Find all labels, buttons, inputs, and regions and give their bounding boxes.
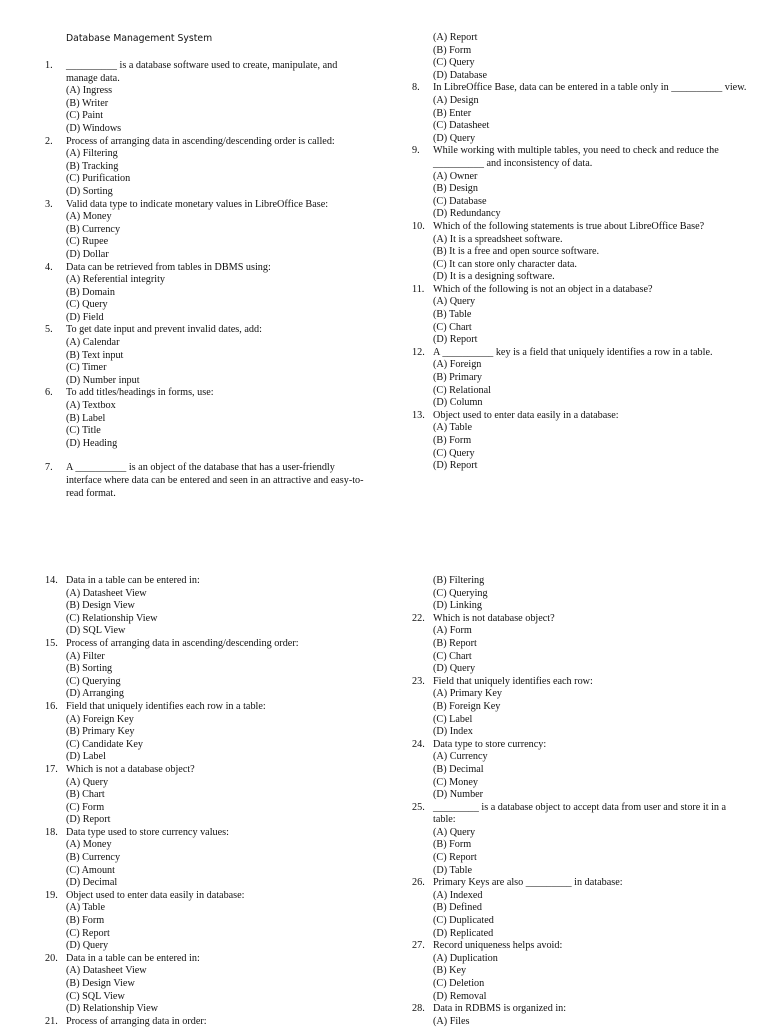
question-number: 10. xyxy=(412,220,425,232)
answer-option: (D) SQL View xyxy=(66,625,126,637)
answer-option: (D) Label xyxy=(66,751,106,763)
answer-option: (A) Money xyxy=(66,839,112,851)
column-top-left xyxy=(45,60,365,500)
answer-option: (C) Form xyxy=(66,801,105,813)
question-text: A __________ is an object of the database that has a user-friendly interface where data can be entered and seen in an attractive and easy-to-read format. xyxy=(66,462,364,499)
question-text: Which of the following is not an object in a database? xyxy=(433,283,653,295)
answer-option: (B) It is a free and open source software. xyxy=(433,246,600,258)
answer-option: (D) Index xyxy=(433,726,473,738)
answer-option: (C) Query xyxy=(433,447,475,459)
answer-option: (D) Replicated xyxy=(433,927,494,939)
question-number: 28. xyxy=(412,1003,425,1015)
question-text: Valid data type to indicate monetary values in LibreOffice Base: xyxy=(66,198,329,210)
answer-option: (C) Paint xyxy=(66,110,104,122)
question-text: Data type used to store currency values: xyxy=(66,826,229,838)
answer-option: (C) Query xyxy=(433,57,475,69)
question-row xyxy=(45,890,365,903)
answer-option: (A) Filter xyxy=(66,650,105,662)
answer-option: (D) Number xyxy=(433,789,484,801)
question-number: 16. xyxy=(45,700,58,712)
question-row xyxy=(412,145,747,170)
answer-option: (B) Design View xyxy=(66,600,135,612)
answer-option: (D) Report xyxy=(66,814,111,826)
answer-option: (D) Linking xyxy=(433,600,482,612)
answer-option: (C) Deletion xyxy=(433,978,485,989)
answer-option: (A) Textbox xyxy=(66,400,116,412)
question-row xyxy=(412,221,747,234)
column-top-right xyxy=(412,32,747,473)
answer-option: (B) Table xyxy=(433,309,472,321)
question-text: Which is not database object? xyxy=(433,612,555,624)
question-number: 14. xyxy=(45,575,58,586)
question-number: 20. xyxy=(45,952,58,964)
answer-option: (A) Files xyxy=(433,1015,470,1027)
question-number: 2. xyxy=(45,135,53,147)
question-text: Data can be retrieved from tables in DBMS using: xyxy=(66,261,271,273)
question-row xyxy=(45,1016,365,1028)
answer-option: (C) Chart xyxy=(433,650,472,662)
answer-option: (A) Form xyxy=(433,625,472,637)
answer-option: (C) Querying xyxy=(66,675,121,687)
answer-option: (C) Timer xyxy=(66,362,107,374)
question-number: 4. xyxy=(45,261,53,273)
answer-option: (B) Text input xyxy=(66,349,124,361)
answer-option: (C) Title xyxy=(66,425,101,437)
answer-option: (A) Foreign xyxy=(433,359,482,371)
answer-option: (C) Datasheet xyxy=(433,120,490,132)
answer-option: (D) Relationship View xyxy=(66,1003,159,1015)
question-text: Process of arranging data in order: xyxy=(66,1015,207,1027)
question-row xyxy=(45,387,365,400)
question-number: 6. xyxy=(45,387,53,399)
answer-option: (C) Duplicated xyxy=(433,915,494,927)
question-text: Data type to store currency: xyxy=(433,738,547,750)
answer-option: (D) Query xyxy=(66,940,109,952)
answer-option: (A) Foreign Key xyxy=(66,713,134,725)
answer-option: (A) It is a spreadsheet software. xyxy=(433,233,563,245)
question-number: 7. xyxy=(45,462,53,474)
answer-option: (B) Form xyxy=(433,839,472,851)
question-row xyxy=(45,953,365,966)
answer-option: (C) Report xyxy=(66,927,110,939)
answer-option: (D) Redundancy xyxy=(433,208,501,220)
spacer xyxy=(45,450,365,462)
question-row xyxy=(45,827,365,840)
answer-option: (C) Report xyxy=(433,852,477,864)
answer-option: (C) It can store only character data. xyxy=(433,258,577,270)
question-text: Record uniqueness helps avoid: xyxy=(433,940,563,952)
question-number: 19. xyxy=(45,889,58,901)
answer-option: (C) Candidate Key xyxy=(66,738,143,750)
question-row xyxy=(412,284,747,297)
question-number: 23. xyxy=(412,675,425,687)
answer-option: (A) Table xyxy=(433,422,472,434)
answer-option: (D) Number input xyxy=(66,374,140,386)
question-row xyxy=(45,764,365,777)
answer-option: (B) Chart xyxy=(66,789,105,801)
question-text: Process of arranging data in ascending/descending order: xyxy=(66,637,299,649)
question-number: 17. xyxy=(45,763,58,775)
question-text: Process of arranging data in ascending/descending order is called: xyxy=(66,135,335,147)
answer-option: (D) Arranging xyxy=(66,688,124,700)
answer-option: (B) Key xyxy=(433,965,467,977)
question-row xyxy=(412,877,747,890)
answer-option: (B) Report xyxy=(433,637,477,649)
answer-option: (D) Decimal xyxy=(66,877,118,889)
column-bottom-left xyxy=(45,575,365,1028)
answer-option: (A) Referential integrity xyxy=(66,274,166,286)
question-text: Object used to enter data easily in database: xyxy=(66,889,245,901)
answer-option: (B) Filtering xyxy=(433,575,485,586)
answer-option: (D) Query xyxy=(433,132,476,144)
answer-option: (D) Report xyxy=(433,460,478,472)
answer-option: (C) Amount xyxy=(66,864,115,876)
answer-option: (B) Form xyxy=(433,44,472,56)
answer-option: (A) Currency xyxy=(433,751,488,763)
question-number: 8. xyxy=(412,82,420,94)
answer-option: (A) Datasheet View xyxy=(66,587,147,599)
question-text: To add titles/headings in forms, use: xyxy=(66,387,214,399)
answer-option: (B) Domain xyxy=(66,286,115,298)
question-row xyxy=(45,262,365,275)
question-row xyxy=(412,613,747,626)
question-row xyxy=(412,347,747,360)
question-row xyxy=(412,1003,747,1016)
question-number: 26. xyxy=(412,877,425,889)
answer-option: (B) Foreign Key xyxy=(433,700,501,712)
question-row xyxy=(45,199,365,212)
answer-option: (A) Datasheet View xyxy=(66,965,147,977)
question-number: 22. xyxy=(412,612,425,624)
question-number: 3. xyxy=(45,198,53,210)
question-row xyxy=(45,136,365,149)
answer-option: (D) Windows xyxy=(66,122,122,134)
question-number: 21. xyxy=(45,1015,58,1027)
answer-option: (B) Form xyxy=(433,435,472,446)
answer-option: (C) Purification xyxy=(66,173,131,185)
answer-option: (B) Form xyxy=(66,915,105,927)
question-text: Field that uniquely identifies each row in a table: xyxy=(66,700,266,712)
answer-option: (D) Report xyxy=(433,334,478,346)
answer-option: (D) Query xyxy=(433,663,476,675)
answer-option: (D) It is a designing software. xyxy=(433,271,555,283)
answer-option: (B) Primary xyxy=(433,372,482,384)
answer-option: (A) Indexed xyxy=(433,889,483,901)
question-number: 11. xyxy=(412,283,425,295)
question-row xyxy=(412,739,747,752)
answer-option: (D) Field xyxy=(66,311,104,323)
answer-option: (D) Column xyxy=(433,397,483,409)
answer-option: (B) Enter xyxy=(433,107,472,119)
answer-option: (A) Query xyxy=(433,296,476,308)
answer-option: (B) Sorting xyxy=(66,663,113,675)
question-text: In LibreOffice Base, data can be entered in a table only in __________ view. xyxy=(433,82,747,94)
answer-option: (A) Table xyxy=(66,902,105,914)
question-number: 18. xyxy=(45,826,58,838)
column-bottom-right xyxy=(412,575,747,1028)
question-number: 25. xyxy=(412,801,425,813)
question-number: 13. xyxy=(412,409,425,421)
question-row xyxy=(412,802,747,827)
question-row xyxy=(412,940,747,953)
question-row xyxy=(45,324,365,337)
answer-option: (A) Ingress xyxy=(66,85,113,97)
question-text: _________ is a database object to accept data from user and store it in a table: xyxy=(433,801,727,826)
question-row xyxy=(412,82,747,95)
answer-option: (C) Chart xyxy=(433,321,472,333)
answer-option: (C) Querying xyxy=(433,587,488,599)
answer-option: (C) Query xyxy=(66,299,108,311)
question-row xyxy=(45,575,365,588)
answer-option: (B) Currency xyxy=(66,852,121,864)
question-text: Field that uniquely identifies each row: xyxy=(433,675,593,687)
answer-option: (B) Writer xyxy=(66,97,109,109)
answer-option: (A) Query xyxy=(433,826,476,838)
question-text: Which is not a database object? xyxy=(66,763,195,775)
question-row xyxy=(45,638,365,651)
question-text: Data in a table can be entered in: xyxy=(66,952,200,964)
question-number: 24. xyxy=(412,738,425,750)
question-text: Data in RDBMS is organized in: xyxy=(433,1003,567,1015)
question-number: 5. xyxy=(45,324,53,336)
answer-option: (A) Calendar xyxy=(66,337,120,349)
answer-option: (C) Relationship View xyxy=(66,612,158,624)
question-text: Object used to enter data easily in a database: xyxy=(433,409,619,421)
answer-option: (D) Removal xyxy=(433,990,487,1002)
answer-option: (B) Decimal xyxy=(433,763,484,775)
question-text: To get date input and prevent invalid dates, add: xyxy=(66,324,262,336)
answer-option: (D) Heading xyxy=(66,437,118,449)
answer-option: (B) Primary Key xyxy=(66,726,135,738)
answer-option: (A) Owner xyxy=(433,170,478,182)
answer-option: (B) Label xyxy=(66,412,106,424)
answer-option: (C) SQL View xyxy=(66,990,125,1002)
question-text: Primary Keys are also _________ in database: xyxy=(433,877,623,889)
answer-option: (A) Duplication xyxy=(433,952,498,964)
answer-option: (A) Primary Key xyxy=(433,688,503,700)
answer-option: (D) Table xyxy=(433,864,472,876)
question-number: 15. xyxy=(45,637,58,649)
answer-option: (D) Sorting xyxy=(66,185,113,197)
question-row xyxy=(412,410,747,423)
answer-option: (C) Database xyxy=(433,195,487,207)
answer-option: (C) Rupee xyxy=(66,236,109,248)
answer-option: (B) Design xyxy=(433,183,478,195)
answer-option: (B) Tracking xyxy=(66,160,119,172)
question-text: Which of the following statements is true about LibreOffice Base? xyxy=(433,220,705,232)
answer-option: (A) Filtering xyxy=(66,148,118,160)
question-row xyxy=(45,701,365,714)
question-number: 12. xyxy=(412,346,425,358)
question-text: A __________ key is a field that uniquely identifies a row in a table. xyxy=(433,346,713,358)
question-text: While working with multiple tables, you need to check and reduce the __________ and inconsistency of data. xyxy=(433,145,719,169)
answer-option: (A) Design xyxy=(433,94,479,106)
answer-option: (B) Currency xyxy=(66,223,121,235)
answer-option: (C) Label xyxy=(433,713,473,725)
question-text: __________ is a database software used to create, manipulate, and manage data. xyxy=(66,60,338,84)
answer-option: (D) Database xyxy=(433,69,488,81)
question-row xyxy=(45,462,365,500)
question-text: Data in a table can be entered in: xyxy=(66,575,200,586)
document-title: Database Management System xyxy=(66,33,213,44)
question-row xyxy=(45,60,365,85)
question-number: 9. xyxy=(412,145,420,157)
answer-option: (C) Money xyxy=(433,776,478,788)
answer-option: (B) Defined xyxy=(433,902,482,914)
answer-option: (A) Report xyxy=(433,32,478,43)
answer-option: (D) Dollar xyxy=(66,248,109,260)
question-number: 1. xyxy=(45,60,53,71)
question-number: 27. xyxy=(412,940,425,952)
answer-option: (C) Relational xyxy=(433,384,491,396)
answer-option: (A) Query xyxy=(66,776,109,788)
question-row xyxy=(412,676,747,689)
answer-option: (A) Money xyxy=(66,211,112,223)
answer-option: (B) Design View xyxy=(66,978,135,989)
